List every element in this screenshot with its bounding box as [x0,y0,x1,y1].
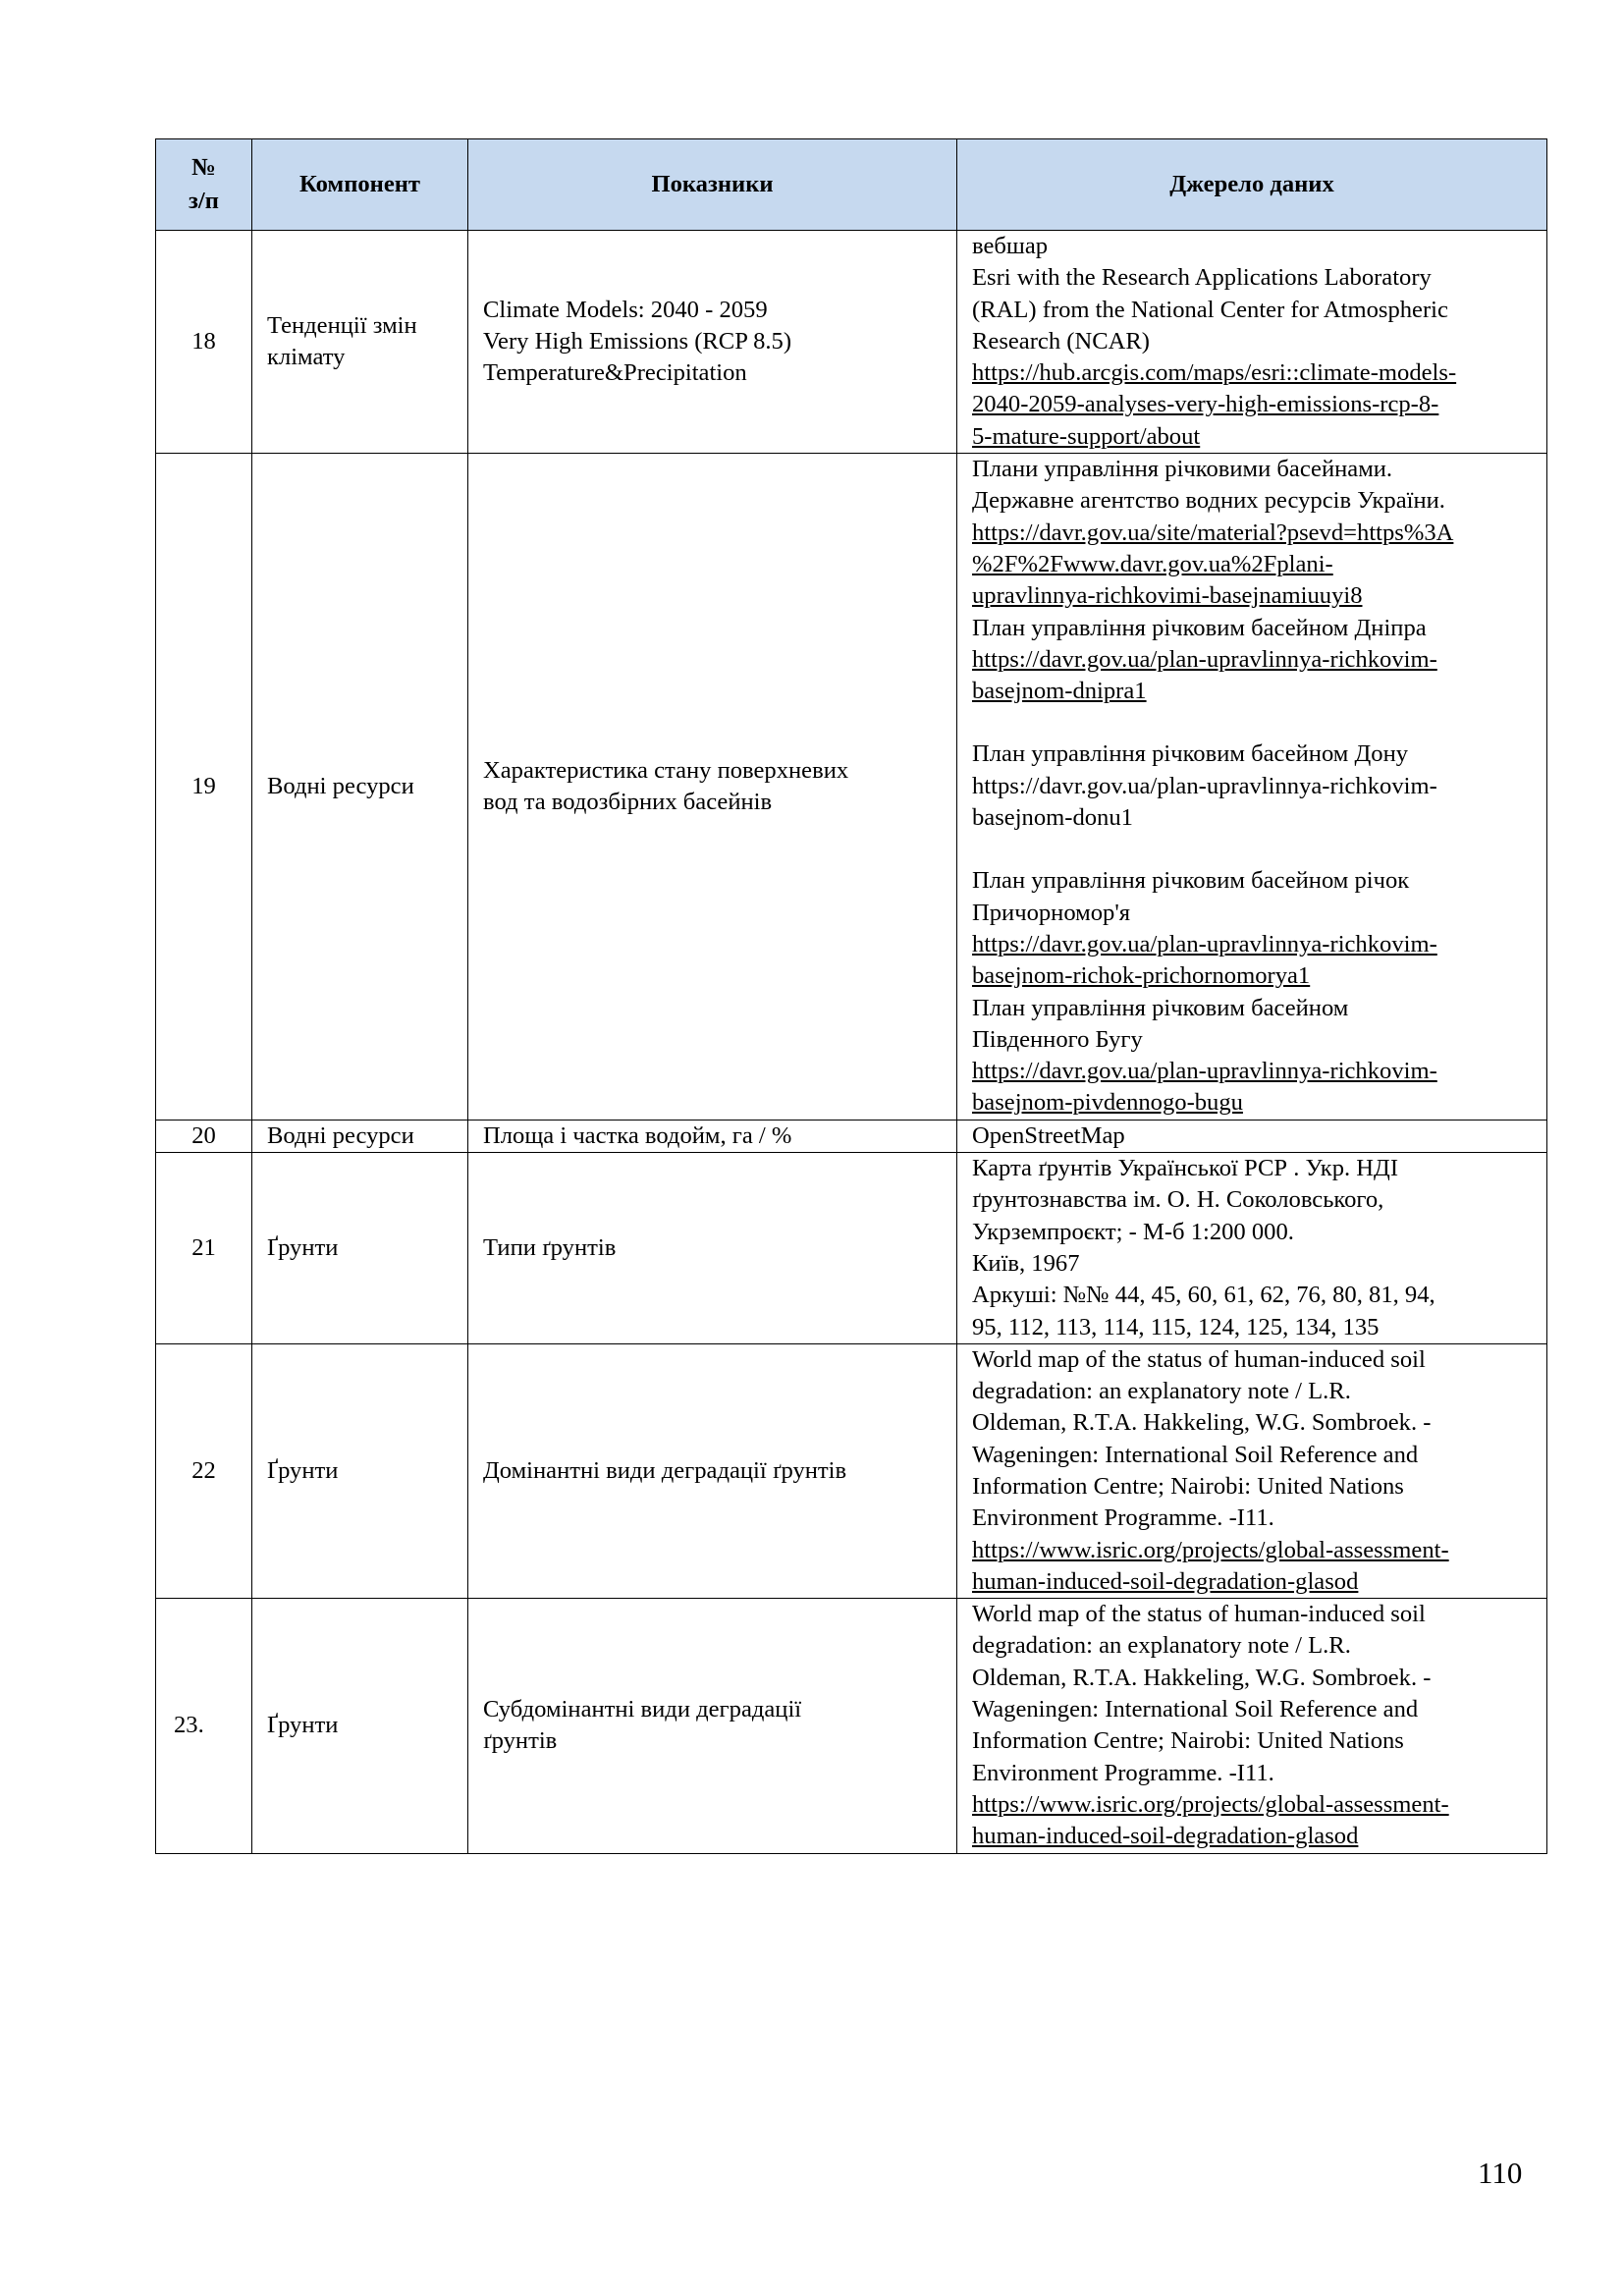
source-link[interactable]: https://hub.arcgis.com/maps/esri::climate-models- [972,359,1457,387]
header-indicators: Показники [468,139,957,231]
source-link[interactable]: 5-mature-support/about [972,422,1201,450]
source-text: Київ, 1967 [972,1249,1080,1277]
header-number [156,139,252,231]
component-text: Ґрунти [267,1456,339,1484]
source-cell [957,231,1547,454]
source-link[interactable]: basejnom-pivdennogo-bugu [972,1089,1243,1117]
table-header [156,139,1547,231]
row-number: 20 [156,1120,252,1152]
component-text: Ґрунти [267,1233,339,1261]
row-number: 23. [156,1599,252,1853]
indicators-cell [468,1120,957,1152]
indicators-text: вод та водозбірних басейнів [483,788,773,815]
indicators-text: Характеристика стану поверхневих [483,756,849,784]
row-number: 19 [156,454,252,1121]
source-link[interactable]: https://davr.gov.ua/plan-upravlinnya-richkovim- [972,1058,1437,1085]
source-link[interactable]: basejnom-richok-prichornomorya1 [972,962,1311,990]
source-text: Oldeman, R.T.A. Hakkeling, W.G. Sombroek. - [972,1664,1432,1691]
source-link[interactable]: https://davr.gov.ua/plan-upravlinnya-richkovim- [972,930,1437,957]
source-link[interactable]: human-induced-soil-degradation-glasod [972,1823,1359,1850]
source-link[interactable]: human-induced-soil-degradation-glasod [972,1567,1359,1595]
table-row [156,1120,1547,1152]
source-text: https://davr.gov.ua/plan-upravlinnya-richkovim- [972,772,1437,799]
source-text: World map of the status of human-induced soil [972,1345,1426,1373]
source-text: 95, 112, 113, 114, 115, 124, 125, 134, 135 [972,1313,1380,1340]
source-text: OpenStreetMap [972,1121,1125,1149]
component-cell [252,1343,468,1598]
header-row [156,139,1547,231]
header-number-line1: № [191,154,216,181]
source-text: Environment Programme. -I11. [972,1504,1274,1532]
source-text: basejnom-donu1 [972,804,1133,832]
indicators-text: Climate Models: 2040 - 2059 [483,296,768,323]
source-text: (RAL) from the National Center for Atmospheric [972,296,1448,323]
source-text: Oldeman, R.T.A. Hakkeling, W.G. Sombroek. - [972,1409,1432,1437]
indicators-cell [468,1599,957,1853]
source-text: Укрземпроєкт; - М-б 1:200 000. [972,1218,1294,1245]
source-cell [957,1120,1547,1152]
source-text: План управління річковим басейном річок [972,867,1410,895]
component-text: Ґрунти [267,1712,339,1739]
source-text: World map of the status of human-induced soil [972,1601,1426,1628]
source-text: вебшар [972,233,1049,259]
indicators-text: Temperature&Precipitation [483,359,747,387]
source-text: Wageningen: International Soil Reference and [972,1441,1419,1468]
source-cell [957,1153,1547,1344]
source-link[interactable]: 2040-2059-analyses-very-high-emissions-rcp-8- [972,391,1439,418]
indicators-text: Типи ґрунтів [483,1233,617,1261]
source-text: ґрунтознавства ім. О. Н. Соколовського, [972,1186,1384,1214]
table-row [156,1599,1547,1853]
indicators-text: Площа і частка водойм, га / % [483,1121,792,1149]
data-sources-table [155,138,1547,1854]
source-text: Південного Бугу [972,1025,1143,1053]
source-text: Environment Programme. -I11. [972,1759,1274,1786]
source-link[interactable]: https://davr.gov.ua/site/material?psevd=https%3A [972,519,1454,546]
component-text: Водні ресурси [267,1121,414,1149]
source-link[interactable]: %2F%2Fwww.davr.gov.ua%2Fplani- [972,550,1333,577]
source-text: План управління річковим басейном Дніпра [972,614,1427,641]
indicators-text: ґрунтів [483,1727,558,1755]
row-number: 21 [156,1153,252,1344]
source-text: Information Centre; Nairobi: United Nations [972,1472,1404,1500]
source-text: Причорномор'я [972,899,1131,926]
page-number: 110 [1478,2156,1523,2190]
source-text: Information Centre; Nairobi: United Nations [972,1727,1404,1755]
component-cell [252,1120,468,1152]
source-text: Плани управління річковими басейнами. [972,456,1393,483]
indicators-text: Субдомінантні види деградації [483,1696,802,1723]
source-text: План управління річковим басейном Дону [972,740,1409,768]
source-link[interactable]: https://www.isric.org/projects/global-assessment- [972,1536,1449,1563]
row-number: 18 [156,231,252,454]
source-link[interactable]: https://davr.gov.ua/plan-upravlinnya-richkovim- [972,645,1437,673]
row-number: 22 [156,1343,252,1598]
source-text: Державне агентство водних ресурсів України. [972,487,1445,515]
header-source: Джерело даних [957,139,1547,231]
indicators-cell [468,454,957,1121]
indicators-cell [468,1343,957,1598]
source-text: Карта ґрунтів Української РСР . Укр. НДІ [972,1155,1399,1182]
blank-line [972,834,1532,865]
indicators-cell [468,1153,957,1344]
indicators-text: Домінантні види деградації ґрунтів [483,1456,847,1484]
component-text: клімату [267,344,346,371]
blank-line [972,707,1532,738]
source-link[interactable]: https://www.isric.org/projects/global-assessment- [972,1790,1449,1818]
component-text: Тенденції змін [267,311,417,339]
indicators-text: Very High Emissions (RCP 8.5) [483,327,792,355]
table-row [156,454,1547,1121]
source-text: degradation: an explanatory note / L.R. [972,1378,1351,1405]
indicators-cell [468,231,957,454]
component-cell [252,454,468,1121]
table-row [156,231,1547,454]
source-cell [957,1343,1547,1598]
header-component: Компонент [252,139,468,231]
source-link[interactable]: basejnom-dnipra1 [972,678,1147,705]
source-cell [957,454,1547,1121]
component-cell [252,1599,468,1853]
table-row [156,1153,1547,1344]
component-cell [252,1153,468,1344]
source-text: Аркуші: №№ 44, 45, 60, 61, 62, 76, 80, 81, 94, [972,1282,1435,1309]
source-link[interactable]: upravlinnya-richkovimi-basejnamiuuyi8 [972,582,1363,610]
table-row [156,1343,1547,1598]
component-cell [252,231,468,454]
source-cell [957,1599,1547,1853]
table-body [156,231,1547,1854]
component-text: Водні ресурси [267,772,414,799]
source-text: Wageningen: International Soil Reference and [972,1696,1419,1723]
source-text: Research (NCAR) [972,327,1150,355]
source-text: degradation: an explanatory note / L.R. [972,1632,1351,1660]
source-text: Esri with the Research Applications Laboratory [972,264,1432,292]
header-number-line2: з/п [189,188,219,214]
source-text: План управління річковим басейном [972,994,1349,1021]
